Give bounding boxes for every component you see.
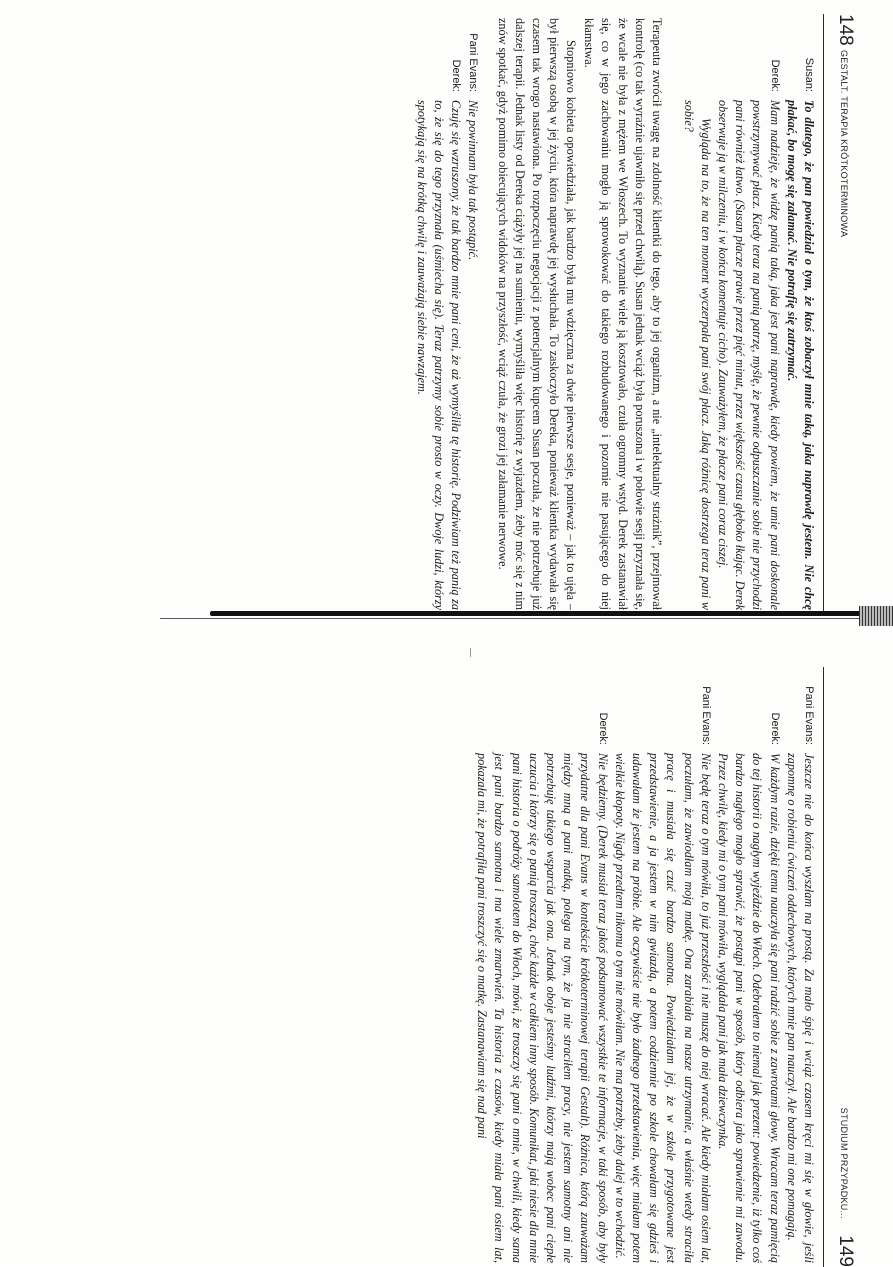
speaker-label: Derek:	[768, 59, 781, 92]
prose-paragraph: Terapeuta zwrócił uwagę na zdolność klientki do tego, aby to jej organizm, a nie „intelektualny strażnik”, przejmował kontrolę (co tak wyraźnie ujawniło się przed chwilą). Susan jednak wciąż była poruszona i w połowie sesji przyznała się, że wcale nie była z mężem we Włoszech. To wyznanie wiele ją kosztowało, czuła ogromny wstyd. Derek zastanawiał się, co w jego zachowaniu mogło ją sprowokować do takiego rozbudowanego i pozornie nie pasującego do niej kłamstwa.	[581, 18, 665, 610]
page-header	[823, 667, 858, 1267]
gutter-shadow	[210, 611, 893, 616]
scan-speck	[470, 648, 471, 657]
page-header	[823, 14, 858, 614]
page-body	[413, 14, 823, 614]
dialogue-line	[413, 18, 465, 610]
speaker-label: Derek:	[450, 59, 463, 92]
page-148	[76, 14, 858, 614]
dialogue-line	[783, 671, 817, 1263]
page-body	[473, 667, 823, 1267]
page-number: 149	[835, 1235, 856, 1267]
dialogue-text: Nie będziemy. (Derek musiał teraz jakoś podsumować wszystkie te informacje, w taki sposób, aby były przydatne dla pani Evans w kontekście krótkoterminowej terapii Gestalt). Różnica, którą zauważam między mną a pani matką, polega na tym, że ja nie straciłem pracy, nie jestem samotny ani nie potrzebuję takiego wsparcia jak ona. Jednak oboje jesteśmy ludźmi, którzy mają wobec pani ciepłe uczucia i którzy się o panią troszczą, choć każde w całkiem inny sposób. Komunikat, jaki niesie dla mnie pani historia o podróży samolotem do Włoch, mówi, że troszczy się pani o mnie, w chwili, kiedy sama jest pani bardzo samotna i ma wiele zmartwień. Ta historia z czasów, kiedy miała pani osiem lat, pokazała mi, że potrafiła pani troszczyć się o matkę. Zastanawiam się nad pani	[475, 753, 610, 1263]
speaker-label: Derek:	[768, 712, 781, 745]
dialogue-text: Jeszcze nie do końca wyszłam na prostą. Za mało śpię i wciąż czasem kręci mi się w głowie, jeśli zapomnę o robieniu ćwiczeń oddechowych, których mnie pan nauczył. Ale bardzo mi one pomagają.	[784, 753, 816, 1263]
running-title: STUDIUM PRZYPADKU...	[839, 1107, 849, 1219]
dialogue-line	[611, 671, 714, 1263]
speaker-label: Susan:	[803, 57, 815, 92]
dialogue-text: Czuję się wzruszony, że tak bardzo mnie pani ceni, że aż wymyśliła tę historię. Podziwiam też panią za to, że się do tego przyznała (uśmiecha się). Teraz patrzymy sobie prosto w oczy. Dwoje ludzi, którzy spotykają się na krótką chwilę i zauważają siebie nawzajem.	[414, 100, 464, 610]
dialogue-line	[714, 671, 783, 1263]
dialogue-line	[473, 671, 611, 1263]
speaker-label: Pani Evans:	[467, 33, 480, 92]
speaker-label: Derek:	[596, 712, 609, 745]
dialogue-text: Mam nadzieję, że widzę panią taką, jaka jest pani naprawdę, kiedy powiem, że umie pani doskonale powstrzymywać płacz. Kiedy teraz na panią patrzę, myślę, że pewnie odpuszczanie sobie nie przychodzi pani również łatwo. (Susan płacze prawie przez pięć minut, przez większość czasu głęboko łkając. Derek obserwuje ją w milczeniu, i w końcu komentuje cicho). Zauważyłem, że płacze pani coraz ciszej.	[715, 100, 782, 610]
speaker-label: Pani Evans:	[699, 686, 712, 745]
speaker-label: Pani Evans:	[803, 686, 815, 745]
dialogue-line	[464, 18, 481, 610]
page-number: 148	[835, 14, 856, 46]
book-binding-gutter	[0, 606, 893, 628]
running-title: GESTALT. TERAPIA KRÓTKOTERMINOWA	[839, 50, 849, 238]
dialogue-text: Nie będę teraz o tym mówiła, to już przeszłość i nie muszę do niej wracać. Ale kiedy miałam osiem lat, poczułam, że zawiodłam moją matkę. Ona zarabiała na nasze utrzymanie, a właśnie wtedy straciła pracę i musiała się czuć bardzo samotna. Powiedziałam jej, że w szkole przygotowane jest przedstawienie, a ja jestem w nim gwiazdą, a potem codziennie po szkole chowałam się gdzieś i udawałam że jestem na próbie. Ale oczywiście nie było żadnego przedstawienia, więc miałam potem wielkie kłopoty. Nigdy przedtem nikomu o tym nie mówiłam. Nie ma potrzeby, żeby dalej w to wchodzić.	[612, 753, 713, 1263]
dialogue-text: Nie powinnam była tak postąpić.	[466, 100, 481, 261]
dialogue-text: To dlatego, że pan powiedział o tym, że ktoś zobaczył mnie taką, jaka naprawdę jestem. Nie chcę płakać, bo mogę się załamać. Nie potrafię się zatrzymać.	[784, 100, 816, 610]
page-149	[76, 667, 858, 1267]
spacer	[481, 18, 493, 610]
dialogue-text: W każdym razie, dzięki temu nauczyła się pani radzić sobie z zawrotami głowy. Wracam teraz pamięcią do tej historii o nagłym wyjeździe do Włoch. Odebrałem to niemal jak prezent: powiedzenie, iż tylko coś bardzo nagłego mogło sprawić, że postąpi pani w sposób, który odbiera jako sprawienie mi zawodu. Przez chwilę, kiedy mi o tym pani mówiła, wyglądała pani jak mała dziewczynka.	[715, 753, 782, 1263]
dialogue-line	[714, 18, 783, 610]
gutter-edge-line	[160, 618, 893, 619]
dialogue-line	[783, 18, 817, 610]
page-edge-texture	[859, 606, 893, 626]
prose-paragraph: Stopniowo kobieta opowiedziała, jak bardzo była mu wdzięczna za dwie pierwsze sesje, ponieważ – jak to ujęła – był pierwszą osobą w jej życiu, która naprawdę jej wysłuchała. To zaskoczyło Dereka, ponieważ klientka wydawała się czasem tak wrogo nastawiona. Po rozpoczęciu negocjacji z potencjalnym kupcem Susan poczuła, że nie potrzebuje już dalszej terapii. Jednak listy od Dereka ciążyły jej na sumieniu, wymyśliła więc historię z wyjazdem, żeby móc się z nim znów spotkać, gdyż pomimo obiecujących widoków na przyszłość, wciąż czuła, że grozi jej załamanie nerwowe.	[495, 18, 579, 610]
dialogue-continuation: Wygląda na to, że na ten moment wyczerpała pani swój płacz. Jaką różnicę dostrzega teraz pani w sobie?	[681, 100, 713, 610]
